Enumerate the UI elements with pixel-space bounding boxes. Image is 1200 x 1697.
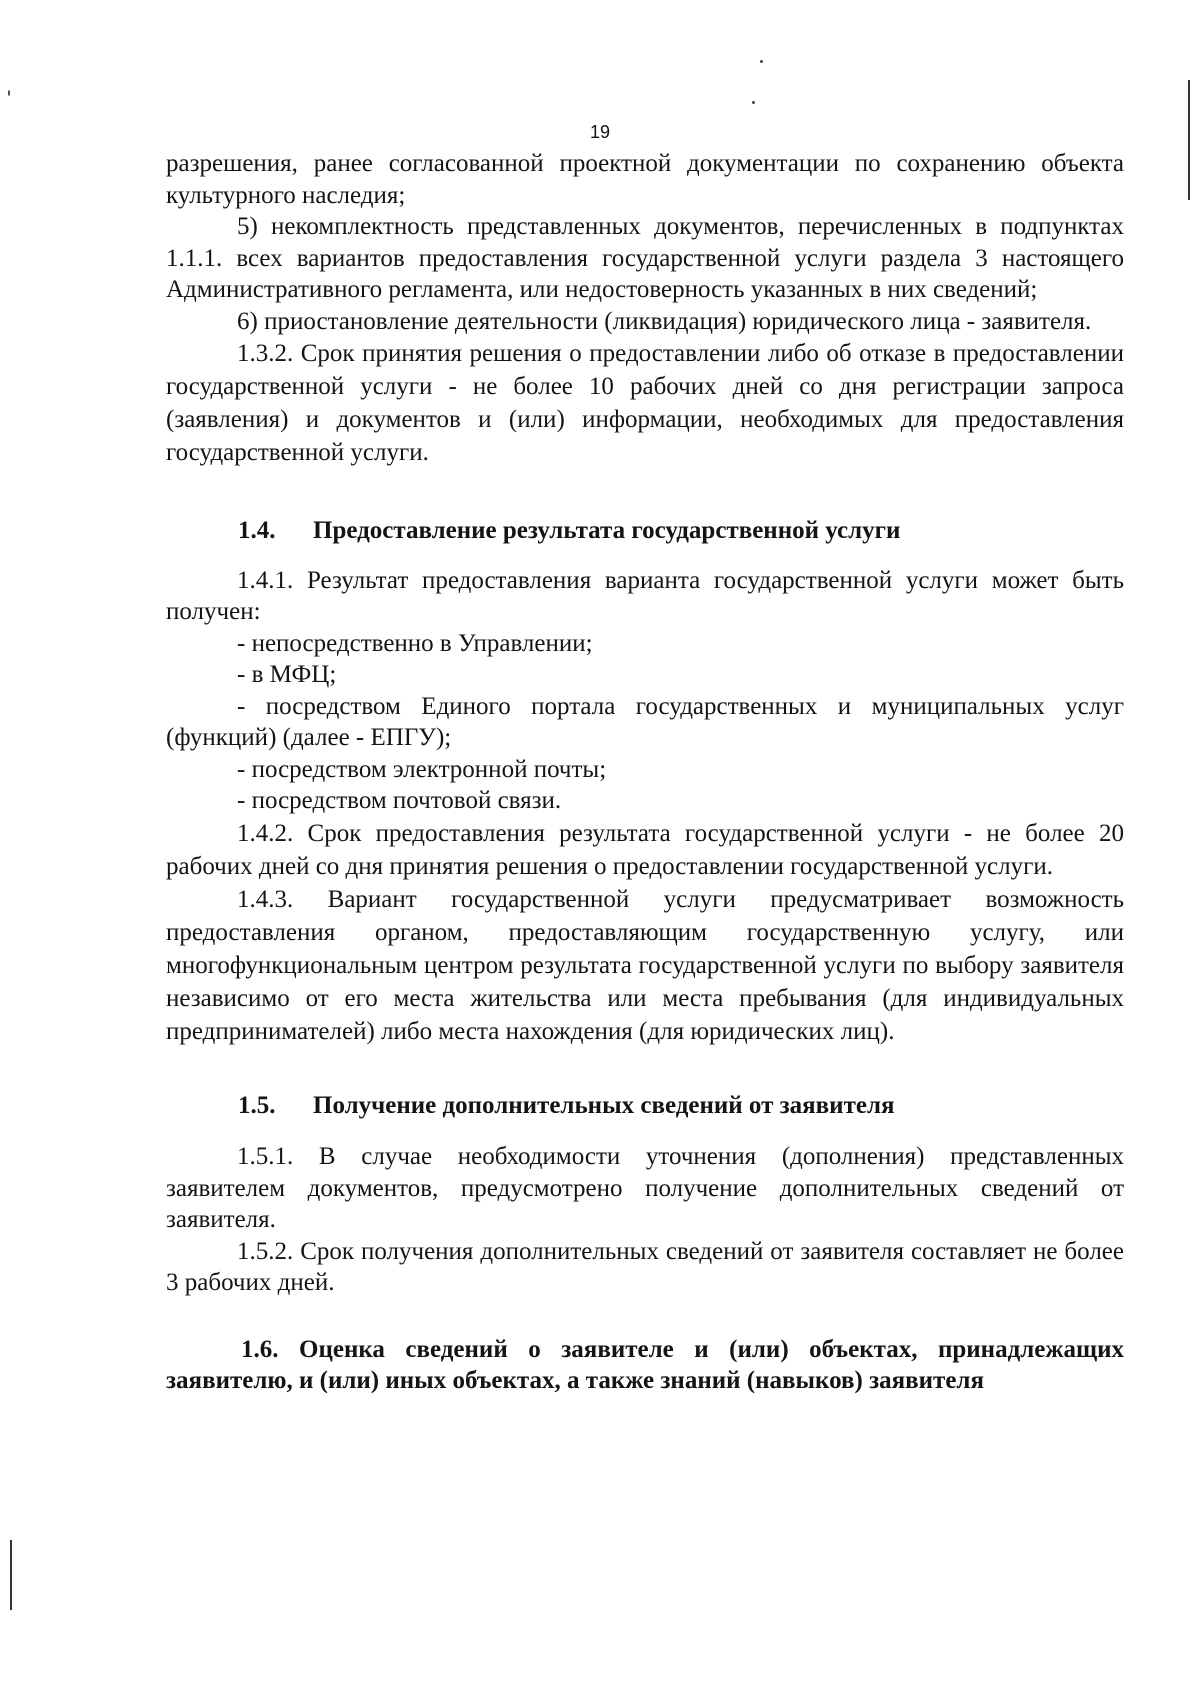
paragraph-item-6: 6) приостановление деятельности (ликвидация) юридического лица - заявителя. [237,307,1092,335]
paragraph-item-5: 5) некомплектность представленных документов, перечисленных в подпунктах 1.1.1. всех вариантов предоставления государственной услуги раздела 3 настоящего Административного регламента, или недостоверность указанных в них сведений; [166,213,1124,303]
section-heading-1-4 [238,515,1124,547]
scan-edge-line [10,1540,12,1610]
section-number: 1.5. [238,1091,276,1119]
list-item: - посредством электронной почты; [237,755,607,783]
list-item: - посредством почтовой связи. [237,787,562,814]
section-title: Предоставление результата государственной услуги [313,517,901,544]
list-item: - посредством Единого портала государственных и муниципальных услуг (функций) (далее - ЕПГУ); [166,692,1124,751]
section-number: 1.4. [238,517,276,544]
section-heading-1-5 [238,1090,1124,1122]
list-item: - в МФЦ; [237,661,337,688]
list-item: - непосредственно в Управлении; [237,629,593,657]
scan-speck [760,60,763,63]
paragraph-1-3-2: 1.3.2. Срок принятия решения о предоставлении либо об отказе в предоставлении государственной услуги - не более 10 рабочих дней со дня регистрации запроса (заявления) и документов и (или) информации, необходимых для предоставления государственной услуги. [166,340,1124,466]
scan-speck [752,101,755,104]
paragraph-continuation: разрешения, ранее согласованной проектной документации по сохранению объекта культурного наследия; [166,150,1124,209]
paragraph-1-4-1: 1.4.1. Результат предоставления варианта государственной услуги может быть получен: [166,566,1124,625]
paragraph-1-4-2: 1.4.2. Срок предоставления результата государственной услуги - не более 20 рабочих дней со дня принятия решения о предоставлении государственной услуги. [166,819,1124,880]
page-number: 19 [589,122,611,142]
scan-speck [8,90,10,96]
document-body [166,148,1124,1397]
section-title: Получение дополнительных сведений от заявителя [313,1091,895,1119]
paragraph-1-4-3: 1.4.3. Вариант государственной услуги предусматривает возможность предоставления органом, предоставляющим государственную услугу, или многофункциональным центром результата государственной услуги по выбору заявителя независимо от его места жительства или места пребывания (для индивидуальных предпринимателей) либо места нахождения (для юридических лиц). [166,885,1124,1045]
section-heading-1-6: 1.6. Оценка сведений о заявителе и (или) объектах, принадлежащих заявителю, и (или) иных объектах, а также знаний (навыков) заявителя [166,1335,1124,1394]
paragraph-1-5-2: 1.5.2. Срок получения дополнительных сведений от заявителя составляет не более 3 рабочих дней. [166,1237,1124,1296]
scan-edge-line [1188,80,1190,200]
paragraph-1-5-1: 1.5.1. В случае необходимости уточнения (дополнения) представленных заявителем документов, предусмотрено получение дополнительных сведений от заявителя. [166,1143,1124,1233]
